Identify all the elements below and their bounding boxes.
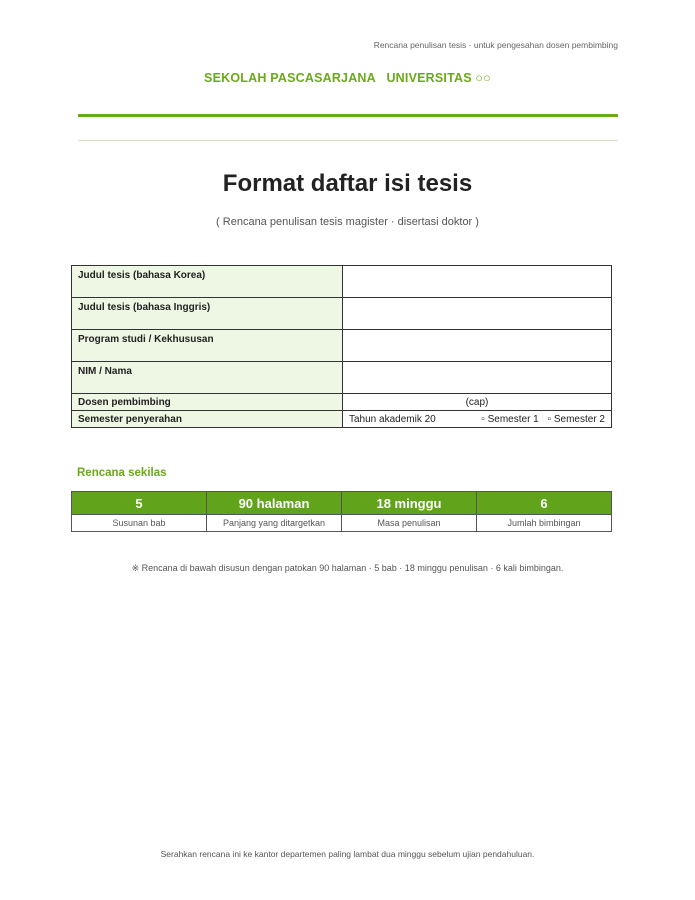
footer-note: Serahkan rencana ini ke kantor departemen paling lambat dua minggu sebelum ujian pendahuluan. (160, 849, 535, 859)
chapter-count-value: 5 (72, 492, 207, 515)
korean-title-label: Judul tesis (bahasa Korea) (72, 266, 343, 298)
supervisor-stamp-field[interactable]: (cap) (343, 394, 612, 411)
info-table (71, 265, 612, 428)
top-note: Rencana penulisan tesis · untuk pengesahan dosen pembimbing (373, 40, 618, 50)
target-length-caption: Panjang yang ditargetkan (207, 515, 342, 532)
student-id-name-label: NIM / Nama (72, 362, 343, 394)
submission-semester-label: Semester penyerahan (72, 411, 343, 428)
consultation-count-value: 6 (477, 492, 612, 515)
plan-note: ※ Rencana di bawah disusun dengan patokan 90 halaman · 5 bab · 18 minggu penulisan · 6 kali bimbingan. (131, 563, 564, 573)
writing-period-value: 18 minggu (342, 492, 477, 515)
program-field[interactable] (343, 330, 612, 362)
academic-year-text[interactable]: Tahun akademik 20 (349, 413, 436, 425)
page-title: Format daftar isi tesis (222, 170, 473, 197)
writing-period-caption: Masa penulisan (342, 515, 477, 532)
header-divider-thick (78, 114, 618, 117)
chapter-count-caption: Susunan bab (72, 515, 207, 532)
table-row (72, 411, 612, 428)
submission-semester-field (343, 411, 612, 428)
supervisor-label: Dosen pembimbing (72, 394, 343, 411)
english-title-label: Judul tesis (bahasa Inggris) (72, 298, 343, 330)
english-title-field[interactable] (343, 298, 612, 330)
program-label: Program studi / Kekhususan (72, 330, 343, 362)
summary-values-row (72, 492, 612, 515)
page-subtitle: ( Rencana penulisan tesis magister · disertasi doktor ) (216, 216, 479, 228)
table-row (72, 298, 612, 330)
summary-captions-row (72, 515, 612, 532)
table-row (72, 330, 612, 362)
consultation-count-caption: Jumlah bimbingan (477, 515, 612, 532)
table-row (72, 266, 612, 298)
table-row (72, 362, 612, 394)
table-row (72, 394, 612, 411)
semester-1-checkbox[interactable]: ▫ Semester 1 (481, 413, 539, 425)
korean-title-field[interactable] (343, 266, 612, 298)
student-id-name-field[interactable] (343, 362, 612, 394)
summary-heading: Rencana sekilas (77, 467, 167, 479)
target-length-value: 90 halaman (207, 492, 342, 515)
header-divider-thin (78, 140, 618, 141)
semester-2-checkbox[interactable]: ▫ Semester 2 (547, 413, 605, 425)
school-heading: SEKOLAH PASCASARJANA UNIVERSITAS ○○ (204, 71, 491, 85)
summary-table (71, 491, 612, 532)
